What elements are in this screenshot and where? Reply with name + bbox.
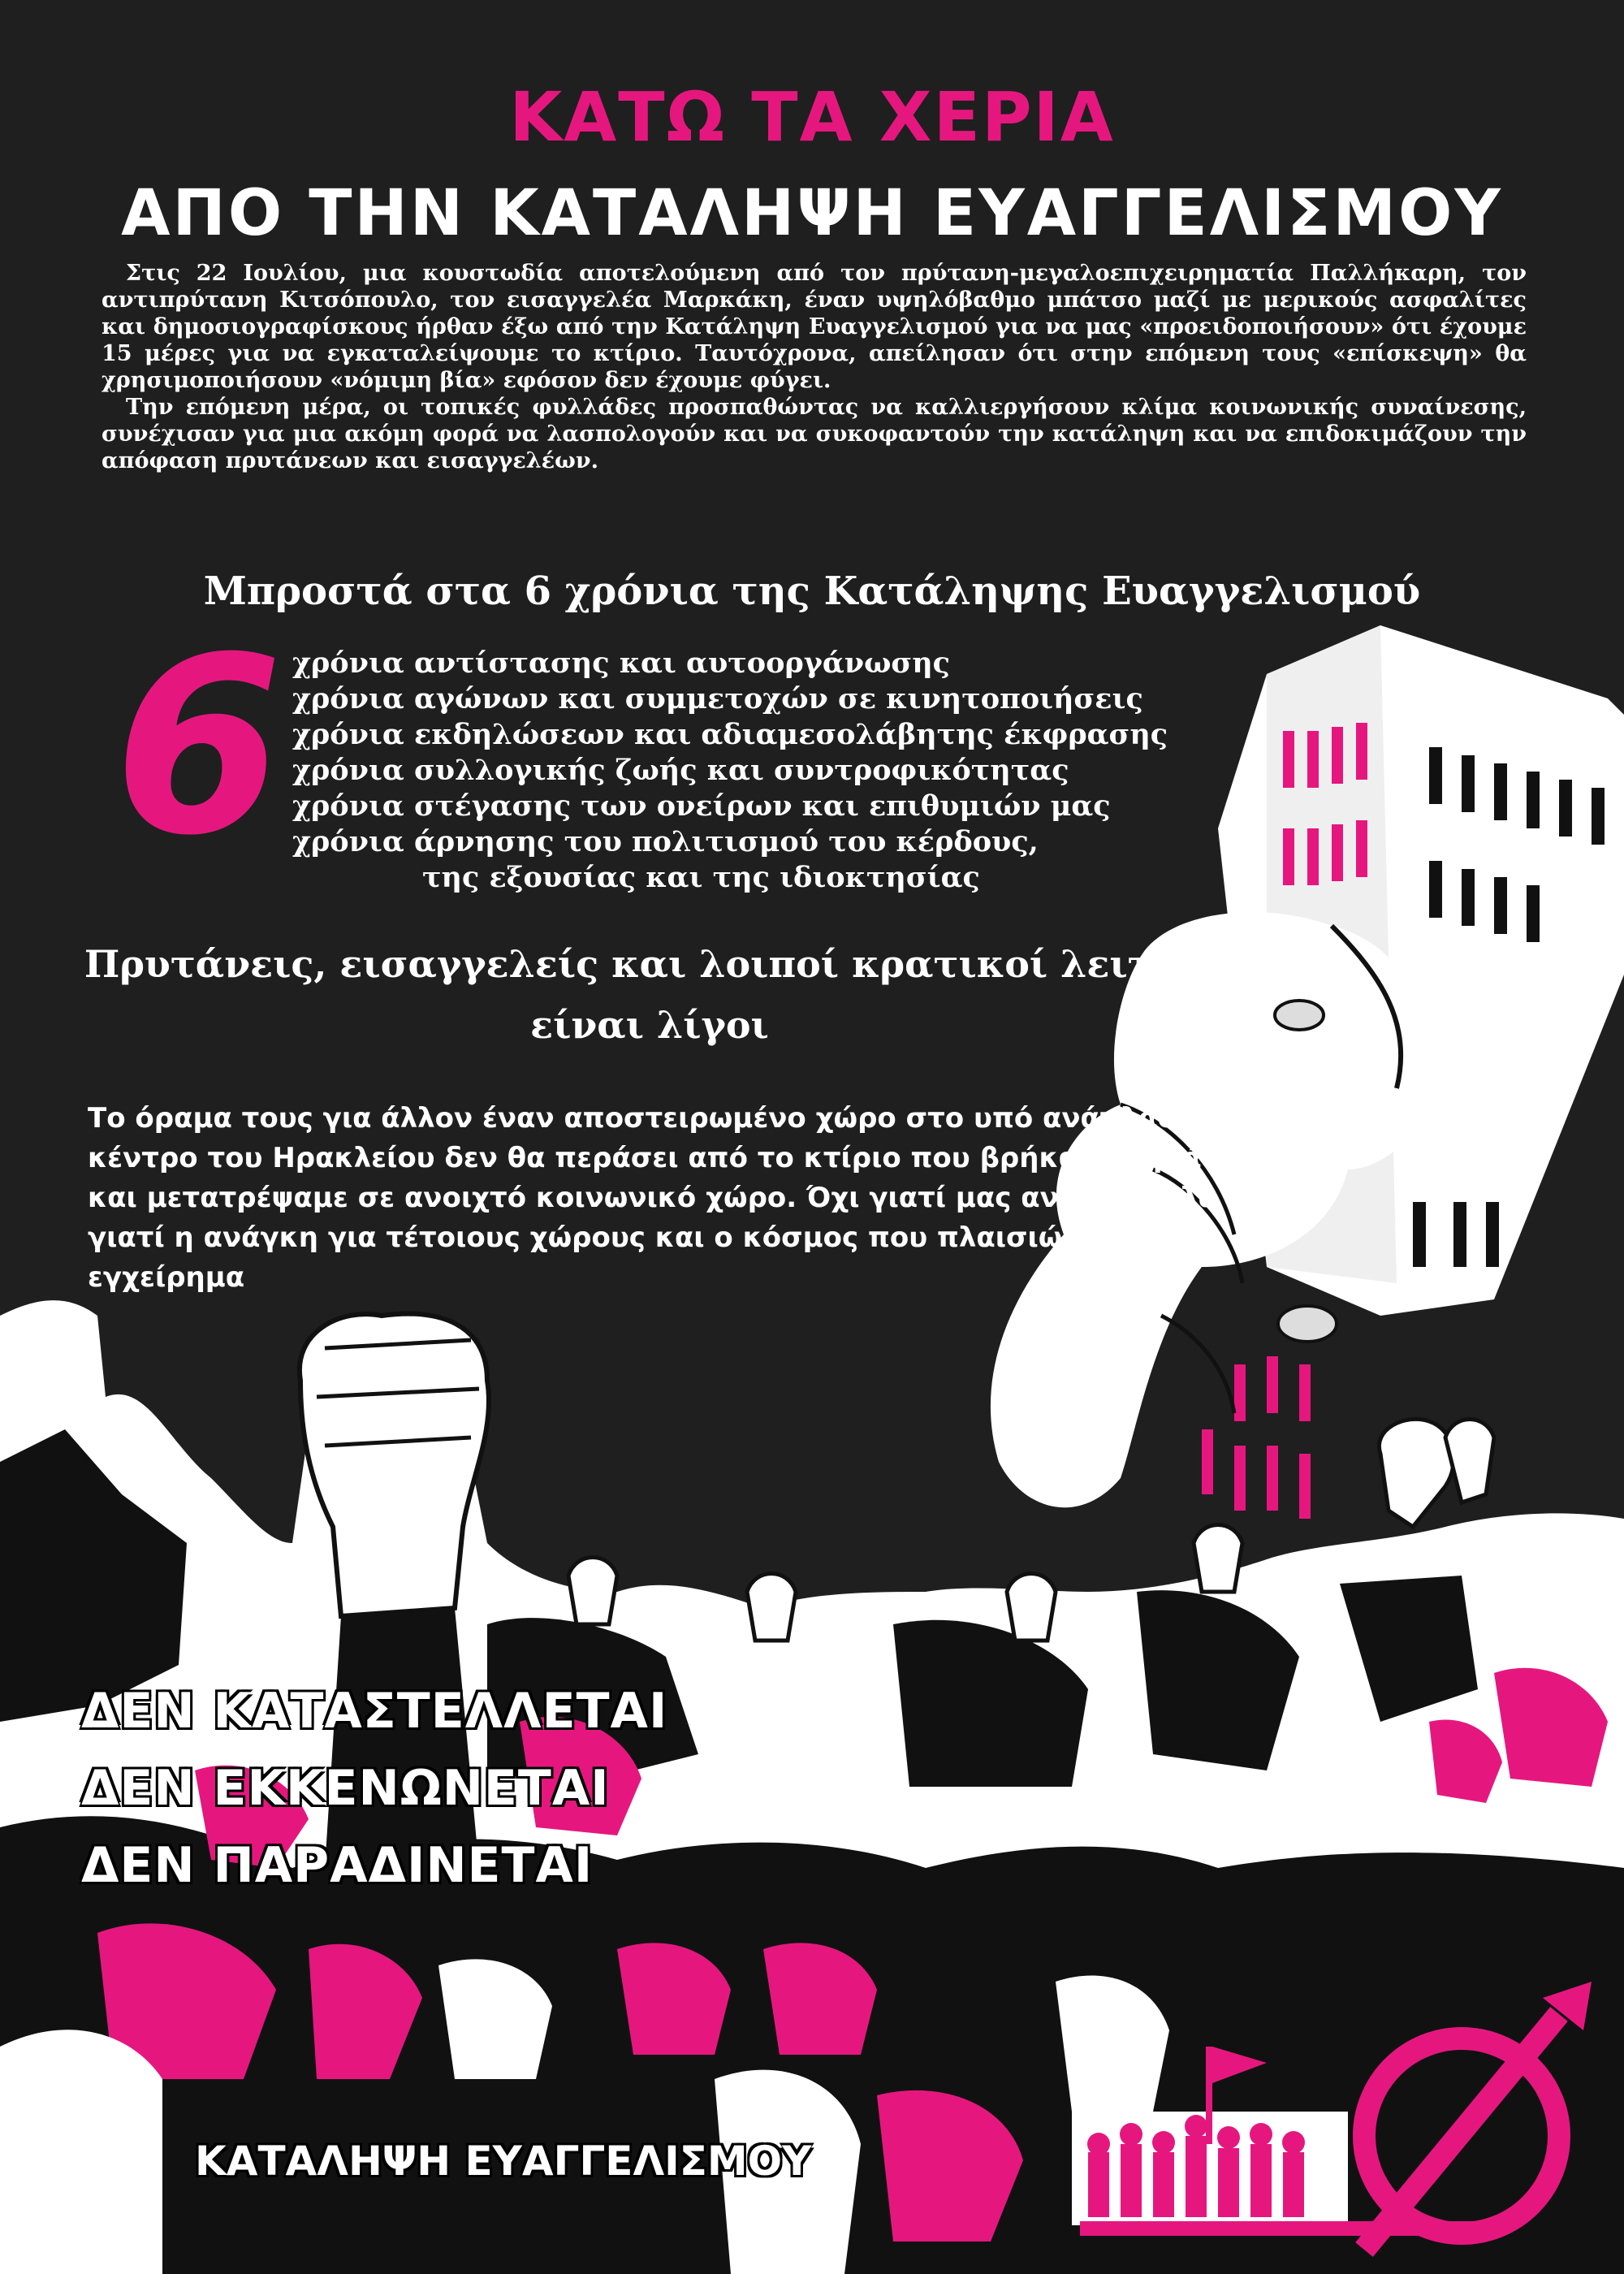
headline-white: ΑΠΟ ΤΗΝ ΚΑΤΑΛΗΨΗ ΕΥΑΓΓΕΛΙΣΜΟΥ — [121, 177, 1503, 250]
headline-pink: ΚΑΤΩ ΤΑ ΧΕΡΙΑ — [509, 77, 1115, 157]
vision-line: εγχείρημα — [88, 1261, 245, 1294]
slogans — [81, 1673, 667, 1904]
years-line: χρόνια συλλογικής ζωής και συντροφικότητας — [292, 754, 1069, 787]
slogan-line: ΔΕΝ ΕΚΚΕΝΩΝΕΤΑΙ — [81, 1760, 610, 1817]
years-list — [292, 646, 1267, 896]
vision-line: και μετατρέψαμε σε ανοιχτό κοινωνικό χώρο. Όχι γιατί μας ανήκει, αλλά — [88, 1182, 1217, 1214]
officials-heading-line-2: είναι λίγοι — [530, 1003, 769, 1047]
years-line: χρόνια άρνησης του πολιτισμού του κέρδους, — [292, 825, 1039, 858]
signature: ΚΑΤΑΛΗΨΗ ΕΥΑΓΓΕΛΙΣΜΟΥ — [195, 2138, 812, 2185]
years-line: χρόνια αγώνων και συμμετοχών σε κινητοποιήσεις — [292, 682, 1143, 715]
vision-line: γιατί η ανάγκη για τέτοιους χώρους και ο κόσμος που πλαισιώνει το όλο — [88, 1221, 1219, 1254]
big-six-numeral: 6 — [114, 605, 283, 888]
years-line: χρόνια εκδηλώσεων και αδιαμεσολάβητης έκφρασης — [292, 718, 1168, 751]
vision-line: Το όραμα τους για άλλον έναν αποστειρωμένο χώρο στο υπό ανάπλαση — [88, 1102, 1199, 1135]
years-line: χρόνια αντίστασης και αυτοοργάνωσης — [292, 646, 950, 680]
slogan-line: ΔΕΝ ΠΑΡΑΔΙΝΕΤΑΙ — [81, 1837, 594, 1894]
six-years-heading: Μπροστά στα 6 χρόνια της Κατάληψης Ευαγγελισμού — [203, 568, 1421, 614]
intro-paragraph-1: Στις 22 Ιουλίου, μια κουστωδία αποτελούμενη από τον πρύτανη-μεγαλοεπιχειρηματία Παλλήκαρη, τον αντιπρύτανη Κιτσόπουλο, τον εισαγγελέα Μαρκάκη, έναν υψηλόβαθμο μπάτσο μαζί με μερικούς ασφαλίτες και δημοσιογραφίσκους ήρθαν έξω από την Κατάληψη Ευαγγελισμού για να μας «προειδοποιήσουν» ότι έχουμε 15 μέρες για να εγκαταλείψουμε το κτίριο. Ταυτόχρονα, απείλησαν ότι στην επόμενη τους «επίσκεψη» θα χρησιμοποιήσουν «νόμιμη βία» εφόσον δεν έχουμε φύγει. — [102, 261, 1527, 393]
years-line: χρόνια στέγασης των ονείρων και επιθυμιών μας — [292, 789, 1111, 823]
intro-text — [102, 260, 1527, 474]
vision-text — [88, 1099, 1403, 1298]
officials-heading-line-1: Πρυτάνεις, εισαγγελείς και λοιποί κρατικοί λειτουργοί — [84, 942, 1297, 986]
slogan-line: ΔΕΝ ΚΑΤΑΣΤΕΛΛΕΤΑΙ — [81, 1683, 668, 1740]
years-line: της εξουσίας και της ιδιοκτησίας — [422, 861, 980, 894]
vision-line: κέντρο του Ηρακλείου δεν θα περάσει από το κτίριο που βρήκαμε ρημάδι — [88, 1142, 1232, 1174]
intro-paragraph-2: Την επόμενη μέρα, οι τοπικές φυλλάδες προσπαθώντας να καλλιεργήσουν κλίμα κοινωνικής συναίνεσης, συνέχισαν για μια ακόμη φορά να λασπολογούν και να συκοφαντούν την κατάληψη και να επιδοκιμάζουν την απόφαση πρυτάνεων και εισαγγελέων. — [102, 395, 1527, 473]
